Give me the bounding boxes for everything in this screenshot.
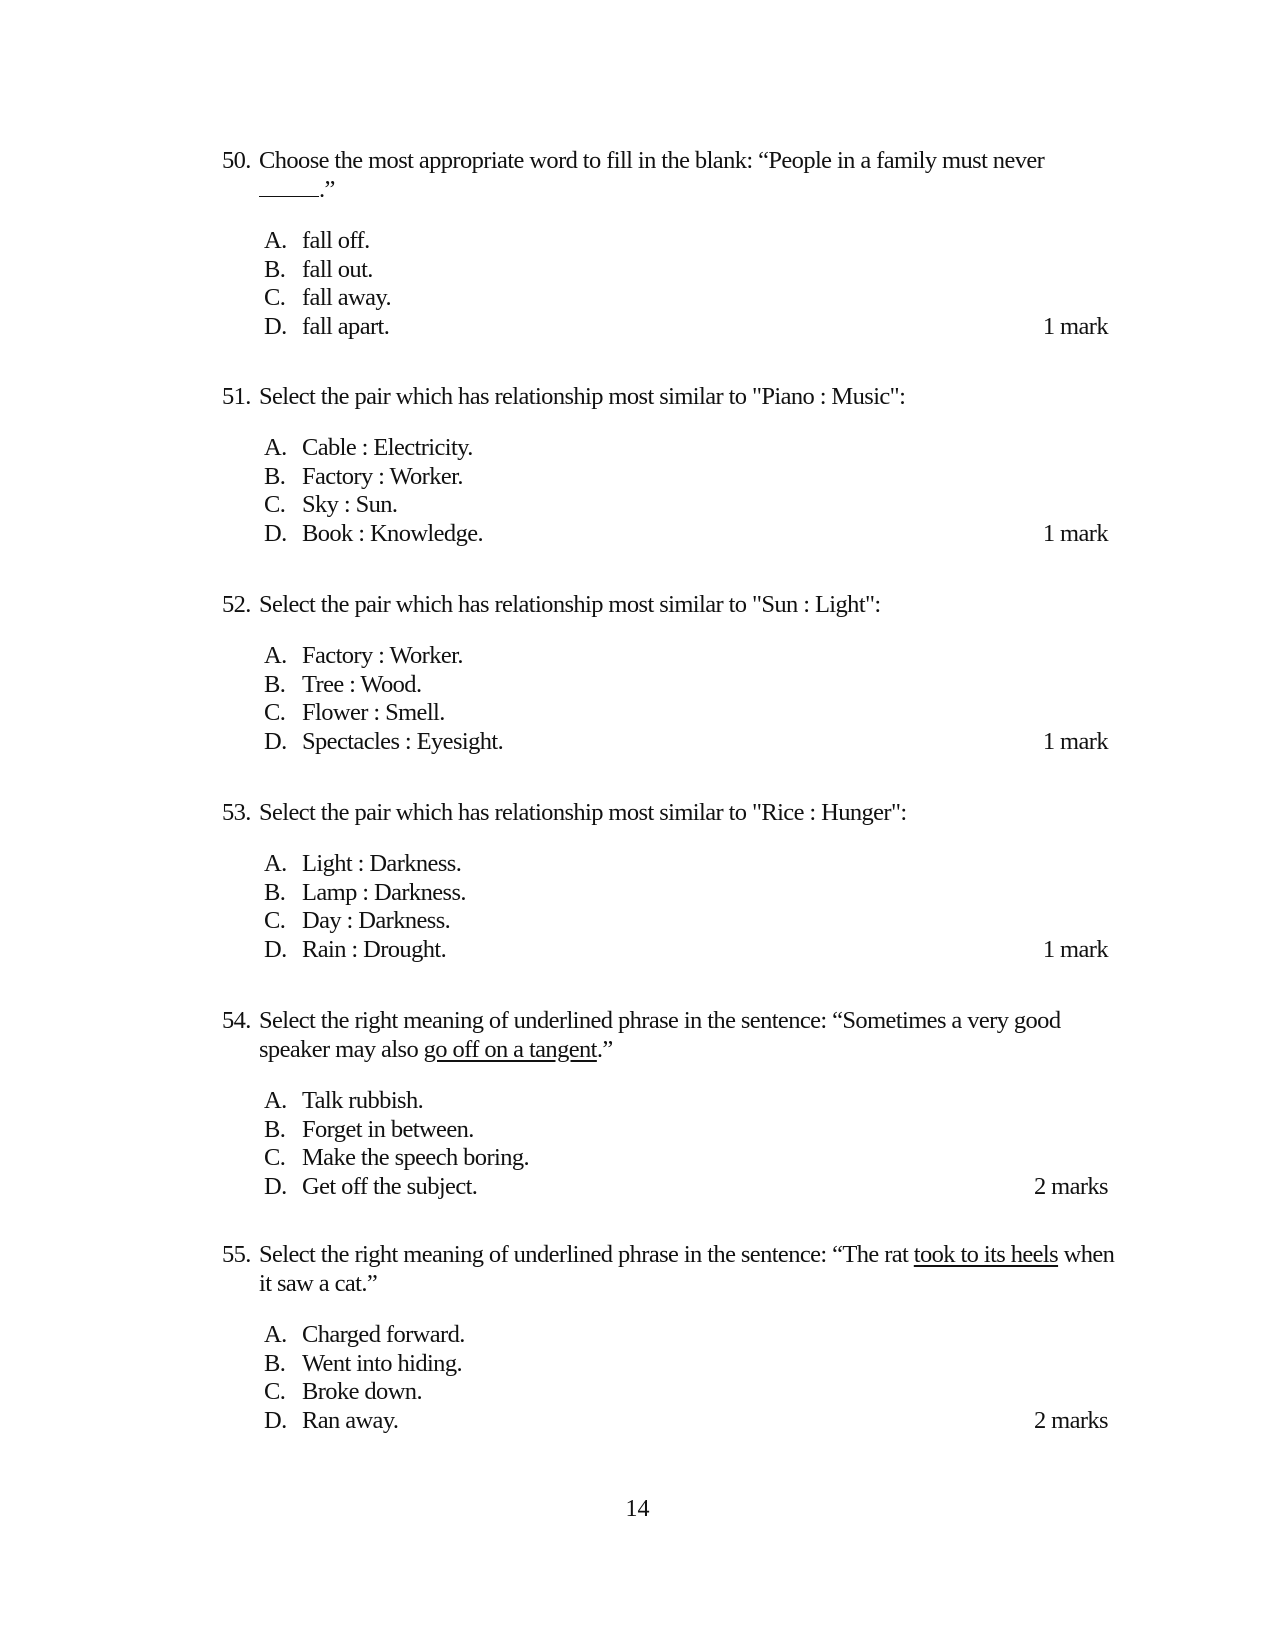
underlined-phrase: took to its heels (913, 1241, 1059, 1268)
options-list (222, 1087, 1122, 1201)
question-number: 53. (222, 799, 251, 826)
option-c: C. Day : Darkness. (264, 907, 451, 934)
options-list (222, 1321, 1122, 1435)
options-list (222, 642, 1122, 756)
question-stem (222, 382, 1122, 411)
question-stem (222, 590, 1122, 619)
question-51 (222, 382, 1122, 548)
options-list (222, 434, 1122, 548)
option-a: A. fall off. (264, 227, 370, 254)
stem-text-end: when it saw a cat.” (259, 1241, 1115, 1297)
marks-label: 1 mark (1042, 519, 1108, 547)
marks-label: 1 mark (1042, 312, 1108, 340)
option-c: C. Sky : Sun. (264, 491, 398, 518)
stem-text: Select the right meaning of underlined phrase in the sentence: “Sometimes a very good speaker may also (259, 1007, 1061, 1063)
option-a: A. Charged forward. (264, 1321, 465, 1348)
underlined-phrase: go off on a tangent (423, 1036, 597, 1063)
question-53 (222, 798, 1122, 964)
marks-label: 1 mark (1042, 727, 1108, 755)
option-d: D. Get off the subject. (264, 1172, 478, 1200)
option-c: C. Make the speech boring. (264, 1144, 530, 1171)
options-list (222, 850, 1122, 964)
stem-text: Select the pair which has relationship most similar to "Piano : Music": (259, 383, 906, 410)
question-stem (222, 798, 1122, 827)
question-54 (222, 1006, 1122, 1201)
option-a: A. Cable : Electricity. (264, 434, 473, 461)
option-b: B. Went into hiding. (264, 1349, 462, 1377)
question-55 (222, 1240, 1122, 1435)
question-stem (222, 1006, 1122, 1064)
option-d: D. Ran away. (264, 1406, 399, 1434)
marks-label: 2 marks (1033, 1172, 1108, 1200)
stem-text: Select the pair which has relationship most similar to "Rice : Hunger": (259, 799, 907, 826)
option-d: D. Book : Knowledge. (264, 519, 484, 547)
stem-text-end: .” (319, 176, 335, 203)
marks-label: 1 mark (1042, 935, 1108, 963)
option-b: B. Factory : Worker. (264, 462, 463, 490)
option-a: A. Factory : Worker. (264, 642, 463, 669)
stem-text: Select the right meaning of underlined phrase in the sentence: “The rat (259, 1241, 914, 1268)
marks-label: 2 marks (1033, 1406, 1108, 1434)
question-stem (222, 1240, 1122, 1298)
options-list (222, 227, 1122, 341)
option-b: B. Tree : Wood. (264, 670, 422, 698)
option-b: B. Forget in between. (264, 1115, 474, 1143)
question-number: 51. (222, 383, 251, 410)
question-stem (222, 146, 1122, 204)
question-50 (222, 146, 1122, 341)
option-a: A. Light : Darkness. (264, 850, 462, 877)
option-b: B. fall out. (264, 255, 373, 283)
option-c: C. Broke down. (264, 1378, 422, 1405)
option-d: D. Rain : Drought. (264, 935, 447, 963)
page-number: 14 (625, 1496, 650, 1522)
option-c: C. fall away. (264, 284, 391, 311)
option-a: A. Talk rubbish. (264, 1087, 424, 1114)
question-number: 55. (222, 1241, 251, 1268)
option-b: B. Lamp : Darkness. (264, 878, 466, 906)
stem-text: Choose the most appropriate word to fill in the blank: “People in a family must never (259, 147, 1045, 174)
question-number: 50. (222, 147, 251, 174)
question-number: 52. (222, 591, 251, 618)
fill-blank (259, 176, 319, 197)
option-d: D. fall apart. (264, 312, 390, 340)
stem-text: Select the pair which has relationship most similar to "Sun : Light": (259, 591, 881, 618)
question-52 (222, 590, 1122, 756)
question-number: 54. (222, 1007, 251, 1034)
stem-text-end: .” (596, 1036, 613, 1063)
option-c: C. Flower : Smell. (264, 699, 445, 726)
option-d: D. Spectacles : Eyesight. (264, 727, 504, 755)
